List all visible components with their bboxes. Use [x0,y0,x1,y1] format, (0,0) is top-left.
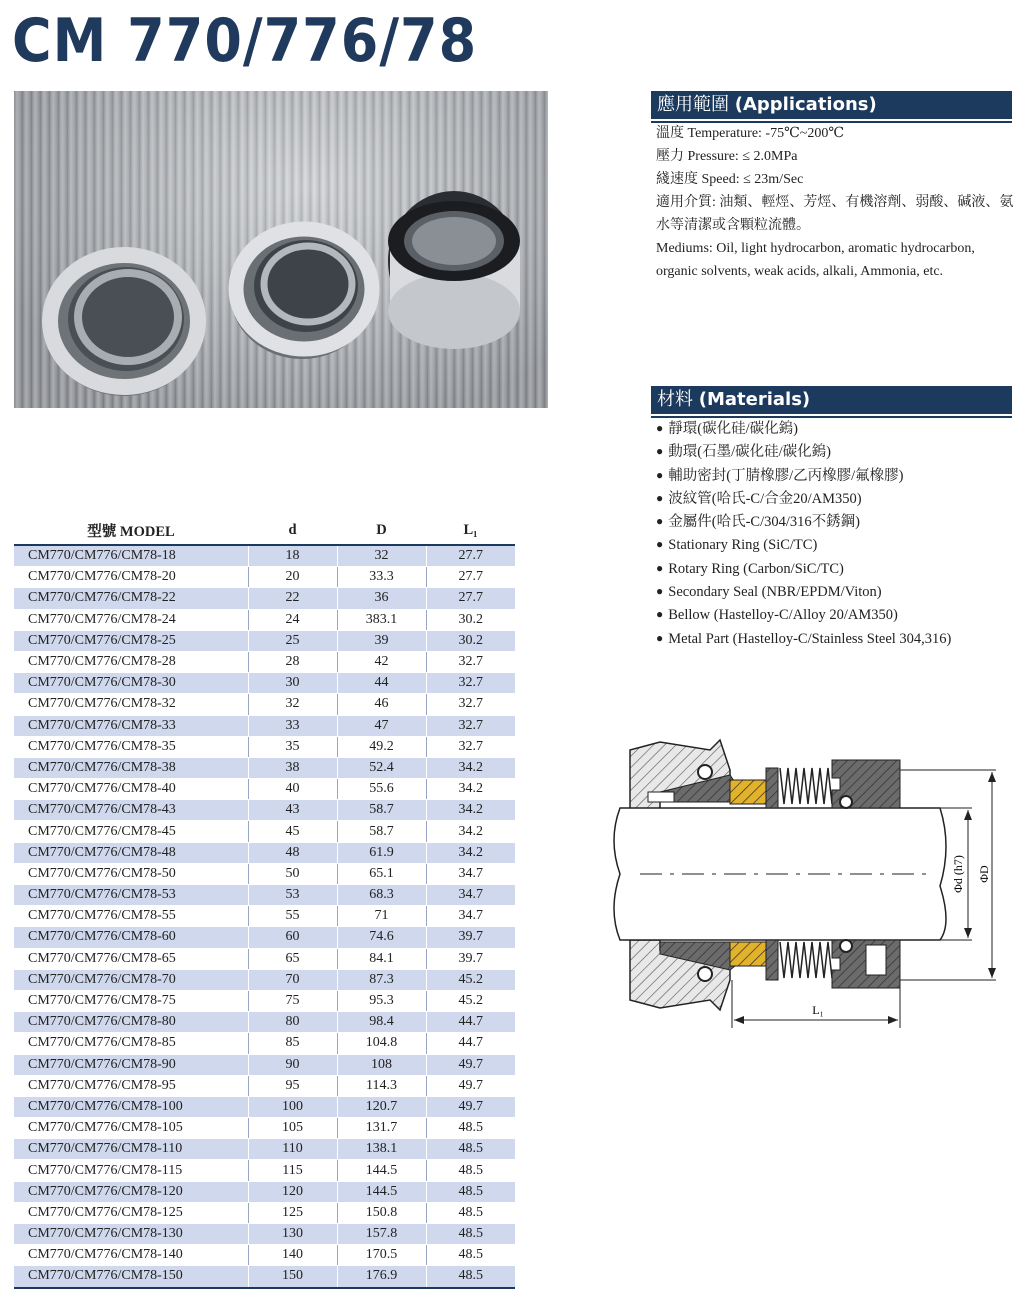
table-row [14,545,515,567]
cell-D: 98.4 [337,1012,426,1033]
cell-d: 125 [248,1202,337,1223]
table-row [14,990,515,1011]
table-row [14,1054,515,1075]
cell-D: 87.3 [337,969,426,990]
cell-model: CM770/CM776/CM78-70 [14,969,248,990]
cell-L1: 45.2 [426,990,515,1011]
table-row [14,1224,515,1245]
cell-model: CM770/CM776/CM78-125 [14,1202,248,1223]
seal-rings-image [14,91,548,408]
label-L1: L₁ [812,1003,824,1017]
cell-L1: 27.7 [426,588,515,609]
header-d: d [248,516,337,545]
cell-model: CM770/CM776/CM78-53 [14,885,248,906]
cell-d: 65 [248,948,337,969]
o-ring-bottom [698,967,712,981]
table-row [14,969,515,990]
cell-model: CM770/CM776/CM78-85 [14,1033,248,1054]
material-item [656,581,1016,604]
retainer-top [766,768,778,808]
cell-d: 48 [248,842,337,863]
cell-D: 33.3 [337,567,426,588]
cell-model: CM770/CM776/CM78-60 [14,927,248,948]
cell-L1: 39.7 [426,948,515,969]
cell-model: CM770/CM776/CM78-45 [14,821,248,842]
cell-model: CM770/CM776/CM78-22 [14,588,248,609]
cell-D: 108 [337,1054,426,1075]
cell-L1: 49.7 [426,1054,515,1075]
table-row [14,1139,515,1160]
bellows-top [780,768,832,804]
cell-L1: 30.2 [426,630,515,651]
cell-D: 44 [337,673,426,694]
cell-d: 18 [248,545,337,567]
cell-model: CM770/CM776/CM78-20 [14,567,248,588]
mediums-en-line: Mediums: Oil, light hydrocarbon, aromatic hydrocarbon, organic solvents, weak acids, alkali, Ammonia, etc. [656,241,975,279]
page-title: CM 770/776/78 [12,6,478,76]
cell-d: 80 [248,1012,337,1033]
material-item [656,628,1016,651]
cell-L1: 48.5 [426,1245,515,1266]
speed-line: 綫速度 Speed: ≤ 23m/Sec [656,172,804,187]
table-row [14,1181,515,1202]
cell-L1: 34.7 [426,906,515,927]
table-row [14,1160,515,1181]
cell-d: 115 [248,1160,337,1181]
cell-D: 42 [337,651,426,672]
cell-D: 39 [337,630,426,651]
cell-model: CM770/CM776/CM78-110 [14,1139,248,1160]
material-item-text: 靜環(碳化硅/碳化鎢) [668,421,798,437]
cell-D: 65.1 [337,863,426,884]
cell-L1: 48.5 [426,1202,515,1223]
cell-L1: 32.7 [426,715,515,736]
pressure-line: 壓力 Pressure: ≤ 2.0MPa [656,149,798,164]
cell-L1: 27.7 [426,545,515,567]
cell-d: 45 [248,821,337,842]
cell-L1: 32.7 [426,673,515,694]
cell-D: 58.7 [337,821,426,842]
table-row [14,800,515,821]
cell-L1: 34.2 [426,800,515,821]
cell-L1: 39.7 [426,927,515,948]
anti-rotation-pin [648,792,674,802]
cell-D: 71 [337,906,426,927]
cell-D: 49.2 [337,736,426,757]
cell-L1: 48.5 [426,1266,515,1288]
cell-D: 52.4 [337,757,426,778]
cell-model: CM770/CM776/CM78-80 [14,1012,248,1033]
material-item-text: 輔助密封(丁腈橡膠/乙丙橡膠/氟橡膠) [668,467,904,484]
cell-D: 36 [337,588,426,609]
cell-d: 40 [248,779,337,800]
cell-D: 131.7 [337,1118,426,1139]
materials-heading [651,386,1012,414]
set-screw [866,945,886,975]
material-item-text: 動環(石墨/碳化硅/碳化鎢) [668,444,831,461]
material-item-text: Bellow (Hastelloy-C/Alloy 20/AM350) [668,607,898,624]
table-row [14,694,515,715]
cell-model: CM770/CM776/CM78-95 [14,1075,248,1096]
table-row [14,1075,515,1096]
cell-d: 75 [248,990,337,1011]
table-row [14,1096,515,1117]
cell-L1: 48.5 [426,1224,515,1245]
cell-d: 22 [248,588,337,609]
cell-model: CM770/CM776/CM78-105 [14,1118,248,1139]
table-row [14,1245,515,1266]
table-row [14,1266,515,1288]
cell-D: 74.6 [337,927,426,948]
cell-model: CM770/CM776/CM78-25 [14,630,248,651]
cell-L1: 34.2 [426,779,515,800]
cell-model: CM770/CM776/CM78-40 [14,779,248,800]
cell-D: 68.3 [337,885,426,906]
cell-model: CM770/CM776/CM78-150 [14,1266,248,1288]
material-item [656,511,1016,534]
collar-o-ring-top [840,796,852,808]
cell-L1: 44.7 [426,1033,515,1054]
cell-model: CM770/CM776/CM78-30 [14,673,248,694]
cell-model: CM770/CM776/CM78-130 [14,1224,248,1245]
cell-L1: 49.7 [426,1096,515,1117]
material-item [656,465,1016,488]
cell-d: 55 [248,906,337,927]
bullet-icon: ● [656,584,664,599]
cell-D: 95.3 [337,990,426,1011]
cell-d: 33 [248,715,337,736]
cell-L1: 30.2 [426,609,515,630]
table-row [14,588,515,609]
cell-model: CM770/CM776/CM78-48 [14,842,248,863]
table-header-row [14,516,515,545]
label-d: Φd (h7) [951,855,965,893]
label-D: ΦD [977,865,991,883]
cell-L1: 34.7 [426,885,515,906]
cell-d: 90 [248,1054,337,1075]
applications-heading-cn: 應用範圍 [657,94,729,115]
bullet-icon: ● [656,467,664,482]
table-row [14,1202,515,1223]
bullet-icon: ● [656,560,664,575]
collar-o-ring-bottom [840,940,852,952]
cell-L1: 45.2 [426,969,515,990]
cell-d: 105 [248,1118,337,1139]
materials-list [656,418,1016,651]
material-item-text: 波紋管(哈氏-C/合金20/AM350) [668,490,862,507]
table-row [14,651,515,672]
applications-heading [651,91,1012,119]
cell-model: CM770/CM776/CM78-100 [14,1096,248,1117]
header-L1: L₁ [426,516,515,545]
material-item-text: Rotary Ring (Carbon/SiC/TC) [668,560,844,577]
seal-cross-section-diagram [600,730,1020,1040]
cell-d: 100 [248,1096,337,1117]
cell-D: 150.8 [337,1202,426,1223]
material-item [656,418,1016,441]
cell-model: CM770/CM776/CM78-115 [14,1160,248,1181]
cell-L1: 27.7 [426,567,515,588]
material-item [656,604,1016,627]
mediums-cn-line: 適用介質: 油類、輕烴、芳烴、有機溶劑、弱酸、碱液、氨水等清潔或含顆粒流體。 [656,195,1014,233]
material-item-text: Secondary Seal (NBR/EPDM/Viton) [668,584,882,601]
cell-d: 20 [248,567,337,588]
material-item [656,534,1016,557]
cell-d: 53 [248,885,337,906]
cell-d: 150 [248,1266,337,1288]
header-D: D [337,516,426,545]
bellows-bottom [780,942,832,978]
cell-model: CM770/CM776/CM78-18 [14,545,248,567]
seal-ring-middle [230,227,374,359]
cell-D: 61.9 [337,842,426,863]
cell-model: CM770/CM776/CM78-32 [14,694,248,715]
cell-L1: 48.5 [426,1139,515,1160]
table-row [14,821,515,842]
bullet-icon: ● [656,444,664,459]
cell-d: 95 [248,1075,337,1096]
o-ring-top [698,765,712,779]
product-photo [14,91,548,408]
cell-d: 110 [248,1139,337,1160]
temperature-line: 溫度 Temperature: -75℃~200℃ [656,126,844,141]
cell-D: 120.7 [337,1096,426,1117]
cell-d: 85 [248,1033,337,1054]
material-item-text: Stationary Ring (SiC/TC) [668,537,818,554]
cell-model: CM770/CM776/CM78-140 [14,1245,248,1266]
cell-L1: 34.7 [426,863,515,884]
cell-L1: 34.2 [426,842,515,863]
cell-d: 120 [248,1181,337,1202]
cell-d: 24 [248,609,337,630]
cell-model: CM770/CM776/CM78-120 [14,1181,248,1202]
material-item-text: Metal Part (Hastelloy-C/Stainless Steel 304,316) [668,630,952,647]
cell-D: 104.8 [337,1033,426,1054]
bullet-icon: ● [656,514,664,529]
cell-D: 84.1 [337,948,426,969]
table-row [14,715,515,736]
table-row [14,630,515,651]
seal-ring-right [388,191,520,349]
table-row [14,757,515,778]
cell-D: 47 [337,715,426,736]
cell-L1: 32.7 [426,651,515,672]
table-row [14,609,515,630]
applications-text [656,122,1018,283]
materials-heading-cn: 材料 [657,389,693,410]
cell-d: 28 [248,651,337,672]
table-row [14,736,515,757]
cell-L1: 44.7 [426,1012,515,1033]
table-row [14,567,515,588]
table-row [14,1118,515,1139]
cell-model: CM770/CM776/CM78-75 [14,990,248,1011]
cell-model: CM770/CM776/CM78-43 [14,800,248,821]
header-model: 型號 MODEL [14,516,248,545]
table-row [14,1033,515,1054]
cell-L1: 34.2 [426,821,515,842]
cell-model: CM770/CM776/CM78-65 [14,948,248,969]
bullet-icon: ● [656,537,664,552]
table-row [14,948,515,969]
table-row [14,927,515,948]
table-row [14,885,515,906]
cell-model: CM770/CM776/CM78-50 [14,863,248,884]
cell-d: 60 [248,927,337,948]
cell-model: CM770/CM776/CM78-24 [14,609,248,630]
face-ring-top [730,780,766,804]
retainer-bottom [766,940,778,980]
face-ring-bottom [730,942,766,966]
bullet-icon: ● [656,421,664,435]
bullet-icon: ● [656,607,664,622]
cell-d: 38 [248,757,337,778]
cell-d: 70 [248,969,337,990]
cell-D: 170.5 [337,1245,426,1266]
cell-D: 138.1 [337,1139,426,1160]
table-row [14,779,515,800]
material-item [656,441,1016,464]
cell-d: 140 [248,1245,337,1266]
cell-L1: 32.7 [426,736,515,757]
cell-d: 43 [248,800,337,821]
cell-d: 32 [248,694,337,715]
cell-model: CM770/CM776/CM78-90 [14,1054,248,1075]
cell-L1: 49.7 [426,1075,515,1096]
table-row [14,842,515,863]
table-row [14,906,515,927]
cell-D: 58.7 [337,800,426,821]
cell-D: 144.5 [337,1160,426,1181]
cell-model: CM770/CM776/CM78-38 [14,757,248,778]
material-item-text: 金屬件(哈氏-C/304/316不銹鋼) [668,514,860,531]
cell-L1: 48.5 [426,1181,515,1202]
cell-D: 176.9 [337,1266,426,1288]
cell-D: 55.6 [337,779,426,800]
cell-D: 383.1 [337,609,426,630]
applications-heading-en: (Applications) [734,94,877,115]
cell-d: 25 [248,630,337,651]
table-row [14,673,515,694]
table-row [14,863,515,884]
bullet-icon: ● [656,490,664,505]
material-item [656,488,1016,511]
model-table [14,516,515,1289]
cell-L1: 34.2 [426,757,515,778]
cell-D: 144.5 [337,1181,426,1202]
cell-d: 35 [248,736,337,757]
cell-model: CM770/CM776/CM78-33 [14,715,248,736]
material-item [656,558,1016,581]
cell-L1: 48.5 [426,1160,515,1181]
cell-L1: 32.7 [426,694,515,715]
cell-model: CM770/CM776/CM78-28 [14,651,248,672]
seal-ring-left [46,255,202,396]
cell-L1: 48.5 [426,1118,515,1139]
cell-D: 32 [337,545,426,567]
cell-model: CM770/CM776/CM78-35 [14,736,248,757]
cell-d: 50 [248,863,337,884]
cell-D: 46 [337,694,426,715]
cell-D: 114.3 [337,1075,426,1096]
cell-d: 30 [248,673,337,694]
table-row [14,1012,515,1033]
cell-model: CM770/CM776/CM78-55 [14,906,248,927]
cell-d: 130 [248,1224,337,1245]
cell-D: 157.8 [337,1224,426,1245]
materials-heading-en: (Materials) [698,389,811,410]
bullet-icon: ● [656,630,664,645]
